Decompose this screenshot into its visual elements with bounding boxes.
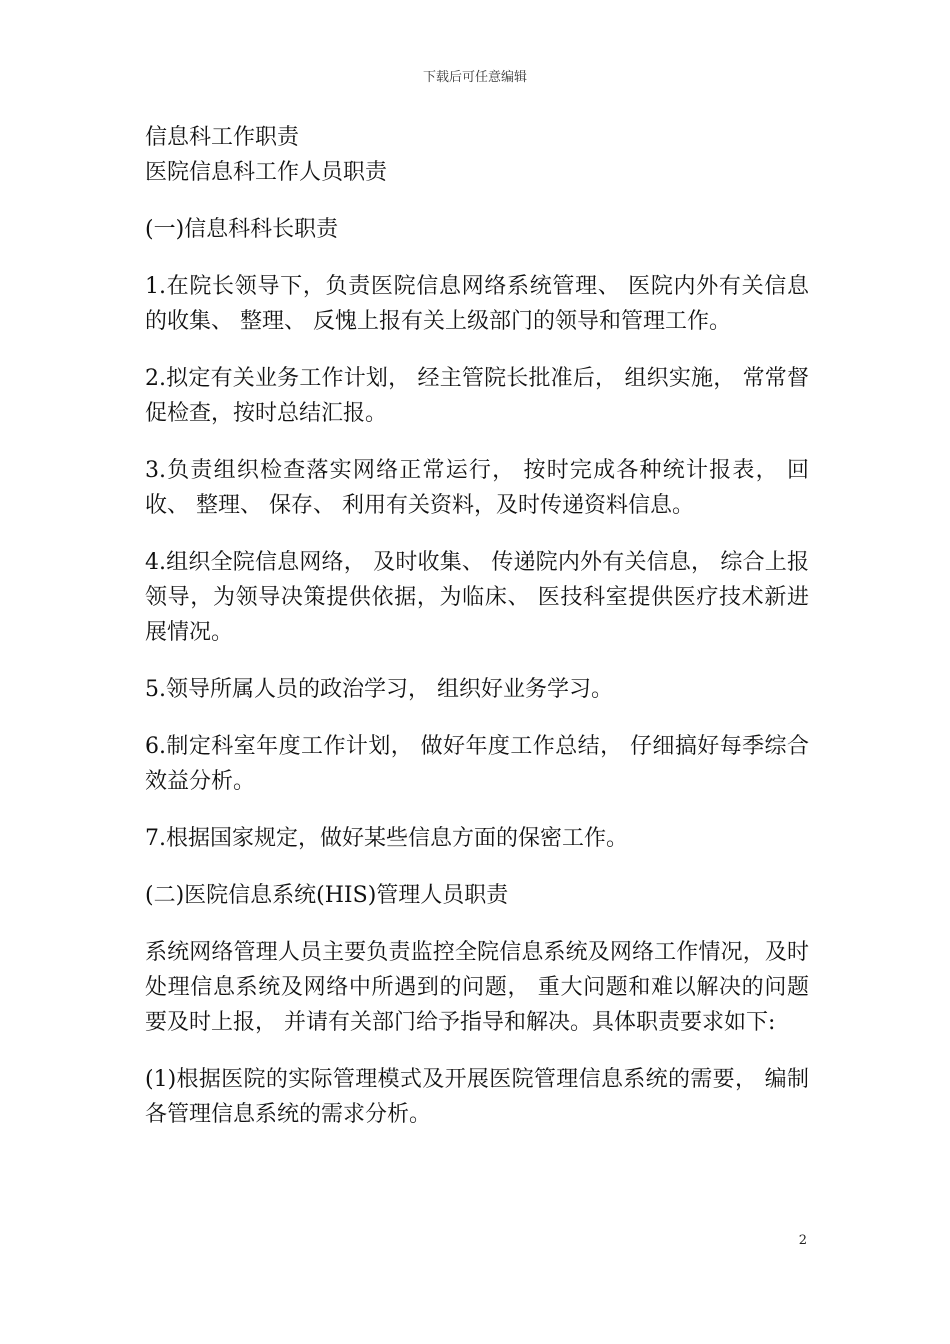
section-1-item-6: 6.制定科室年度工作计划， 做好年度工作总结， 仔细搞好每季综合效益分析。 — [145, 734, 809, 794]
section-1-item-1: 1.在院长领导下，负责医院信息网络系统管理、 医院内外有关信息的收集、 整理、 反愧上报有关上级部门的领导和管理工作。 — [145, 274, 809, 334]
section-1-item-5: 5.领导所属人员的政治学习， 组织好业务学习。 — [145, 677, 613, 702]
section-1-heading: (一)信息科科长职责 — [145, 217, 339, 242]
page-header: 下载后可任意编辑 — [422, 70, 527, 85]
document-body — [145, 120, 809, 1132]
section-1-item-3: 3.负责组织检查落实网络正常运行， 按时完成各种统计报表， 回收、 整理、 保存、 利用有关资料，及时传递资料信息。 — [145, 458, 809, 518]
document-subtitle: 医院信息科工作人员职责 — [145, 160, 388, 185]
section-1-item-7: 7.根据国家规定，做好某些信息方面的保密工作。 — [145, 826, 628, 851]
page-number: 2 — [798, 1233, 807, 1248]
section-2-item-1: (1)根据医院的实际管理模式及开展医院管理信息系统的需要， 编制各管理信息系统的需求分析。 — [145, 1067, 809, 1127]
section-1-item-2: 2.拟定有关业务工作计划， 经主管院长批准后， 组织实施， 常常督促检查，按时总结汇报。 — [145, 366, 809, 426]
section-2-intro: 系统网络管理人员主要负责监控全院信息系统及网络工作情况，及时处理信息系统及网络中所遇到的问题， 重大问题和难以解决的问题要及时上报， 并请有关部门给予指导和解决。具体职责要求如下: — [145, 940, 809, 1035]
section-2-heading: (二)医院信息系统(HIS)管理人员职责 — [145, 883, 509, 908]
document-title: 信息科工作职责 — [145, 125, 300, 150]
section-1-item-4: 4.组织全院信息网络， 及时收集、 传递院内外有关信息， 综合上报领导，为领导决策提供依据，为临床、 医技科室提供医疗技术新进展情况。 — [145, 550, 809, 645]
